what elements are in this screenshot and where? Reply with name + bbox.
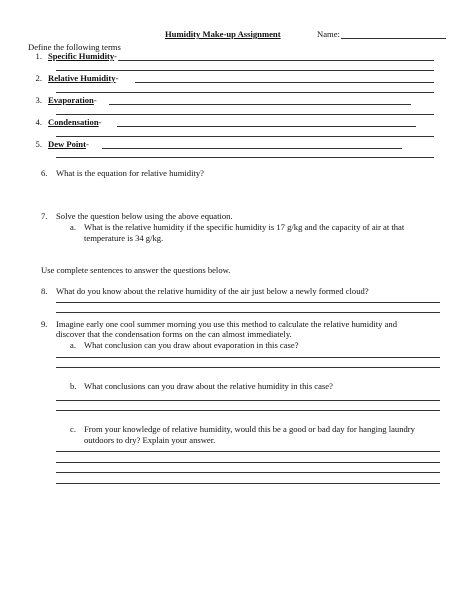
answer-line[interactable]	[117, 126, 416, 127]
term-label: Specific Humidity	[48, 51, 115, 61]
question-7a-line2: temperature is 34 g/kg.	[84, 233, 164, 243]
term-dash: -	[115, 73, 119, 83]
answer-line[interactable]	[56, 483, 440, 484]
term-number: 5.	[35, 139, 42, 149]
term-dash: -	[98, 117, 102, 127]
term-label: Condensation	[48, 117, 99, 127]
question-7-text: Solve the question below using the above equation.	[56, 211, 233, 221]
answer-line[interactable]	[56, 472, 440, 473]
name-label: Name:	[317, 29, 340, 39]
term-number: 1.	[35, 51, 42, 61]
answer-line[interactable]	[56, 114, 434, 115]
question-9c-letter: c.	[70, 424, 76, 434]
question-8-text: What do you know about the relative humidity of the air just below a newly formed cloud?	[56, 286, 369, 296]
instructions-text: Use complete sentences to answer the questions below.	[41, 265, 231, 275]
term-label: Relative Humidity	[48, 73, 116, 83]
term-evaporation	[16, 95, 97, 105]
question-6-number: 6.	[41, 168, 48, 178]
term-dash: -	[85, 139, 89, 149]
question-6-text: What is the equation for relative humidity?	[56, 168, 204, 178]
question-9c-line2: outdoors to dry? Explain your answer.	[84, 435, 216, 445]
question-7a-line1: What is the relative humidity if the specific humidity is 17 g/kg and the capacity of air at that	[84, 222, 405, 232]
answer-line[interactable]	[56, 400, 440, 401]
answer-line[interactable]	[56, 302, 440, 303]
term-relative-humidity	[16, 73, 118, 83]
answer-line[interactable]	[56, 367, 440, 368]
answer-line[interactable]	[56, 410, 440, 411]
question-9-line1: Imagine early one cool summer morning you use this method to calculate the relative humidity and	[56, 319, 398, 329]
term-number: 2.	[35, 73, 42, 83]
question-9c-line1: From your knowledge of relative humidity, would this be a good or bad day for hanging laundry	[84, 424, 415, 434]
answer-line[interactable]	[102, 148, 402, 149]
term-label: Evaporation	[48, 95, 94, 105]
term-specific-humidity	[16, 51, 117, 61]
answer-line[interactable]	[56, 136, 434, 137]
answer-line[interactable]	[56, 462, 440, 463]
question-9a-text: What conclusion can you draw about evaporation in this case?	[84, 340, 299, 350]
term-number: 4.	[35, 117, 42, 127]
term-label: Dew Point	[48, 139, 86, 149]
term-condensation	[16, 117, 102, 127]
term-dew-point	[16, 139, 89, 149]
answer-line[interactable]	[56, 312, 440, 313]
answer-line[interactable]	[135, 82, 434, 83]
answer-line[interactable]	[56, 92, 434, 93]
question-9b-text: What conclusions can you draw about the relative humidity in this case?	[84, 381, 333, 391]
answer-line[interactable]	[56, 70, 434, 71]
question-9-line2: discover that the condensation forms on the can almost immediately.	[56, 329, 292, 339]
answer-line[interactable]	[118, 60, 434, 61]
question-8-number: 8.	[41, 286, 48, 296]
question-9a-letter: a.	[70, 340, 76, 350]
intro-text: Define the following terms	[28, 42, 121, 52]
answer-line[interactable]	[56, 451, 440, 452]
question-7a-letter: a.	[70, 222, 76, 232]
answer-line[interactable]	[56, 357, 440, 358]
answer-line[interactable]	[56, 157, 434, 158]
question-9b-letter: b.	[70, 381, 77, 391]
term-dash: -	[114, 51, 117, 61]
term-dash: -	[93, 95, 97, 105]
page-title: Humidity Make-up Assignment	[165, 29, 281, 39]
question-9-number: 9.	[41, 319, 48, 329]
question-7-number: 7.	[41, 211, 48, 221]
name-field-line[interactable]	[341, 38, 446, 39]
term-number: 3.	[35, 95, 42, 105]
answer-line[interactable]	[109, 104, 411, 105]
